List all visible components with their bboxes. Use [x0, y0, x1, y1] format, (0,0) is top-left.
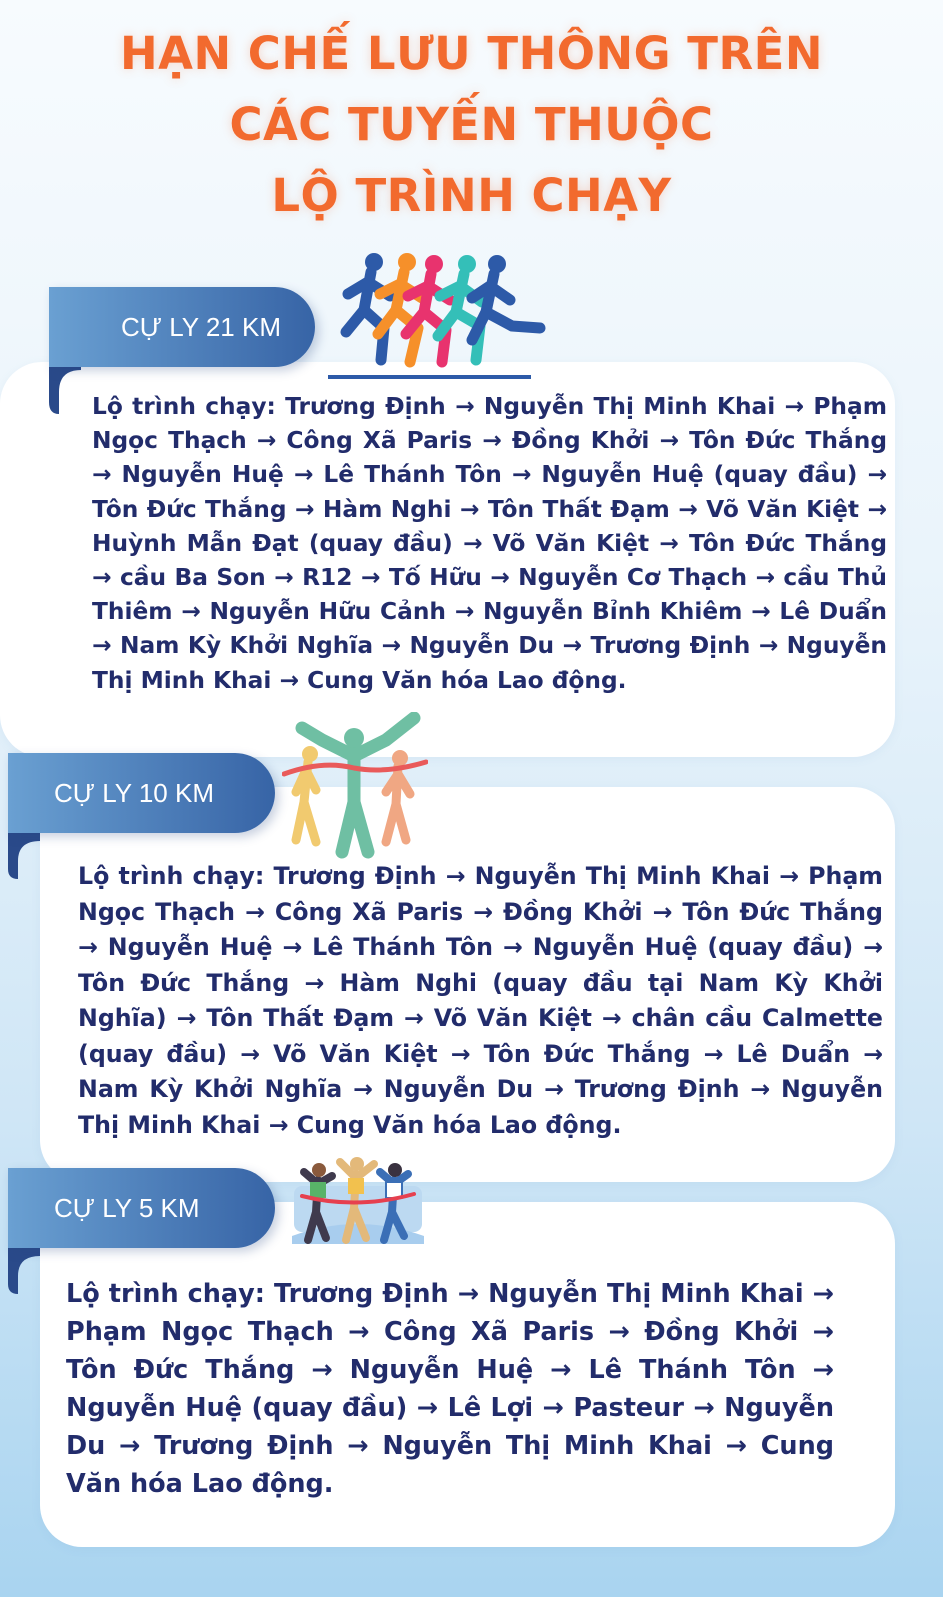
ribbon-fold: [8, 1248, 40, 1294]
route-text-5km: Lộ trình chạy: Trương Định → Nguyễn Thị Minh Khai → Phạm Ngọc Thạch → Công Xã Paris → Đồng Khởi → Tôn Đức Thắng → Nguyễn Huệ → Lê Thánh Tôn → Nguyễn Huệ (quay đầu) → Lê Lợi → Pasteur → Nguyễn Du → Trương Định → Nguyễn Thị Minh Khai → Cung Văn hóa Lao động.: [66, 1279, 834, 1500]
finish-line-race-icon: [282, 1142, 432, 1250]
finish-line-runners-icon: [282, 712, 428, 860]
title-line-3: LỘ TRÌNH CHẠY: [271, 169, 672, 222]
title-line-2: CÁC TUYẾN THUỘC: [229, 98, 714, 151]
runners-group-icon: [326, 250, 548, 382]
route-text-10km: Lộ trình chạy: Trương Định → Nguyễn Thị Minh Khai → Phạm Ngọc Thạch → Công Xã Paris → Đồng Khởi → Tôn Đức Thắng → Nguyễn Huệ → Lê Thánh Tôn → Nguyễn Huệ (quay đầu) → Tôn Đức Thắng → Hàm Nghi (quay đầu tại Nam Kỳ Khởi Nghĩa) → Tôn Thất Đạm → Võ Văn Kiệt → chân cầu Calmette (quay đầu) → Võ Văn Kiệt → Tôn Đức Thắng → Lê Duẩn → Nam Kỳ Khởi Nghĩa → Nguyễn Du → Trương Định → Nguyễn Thị Minh Khai → Cung Văn hóa Lao động.: [78, 862, 883, 1139]
route-text-21km: Lộ trình chạy: Trương Định → Nguyễn Thị Minh Khai → Phạm Ngọc Thạch → Công Xã Paris → Đồng Khởi → Tôn Đức Thắng → Nguyễn Huệ → Lê Thánh Tôn → Nguyễn Huệ (quay đầu) → Tôn Đức Thắng → Hàm Nghi → Tôn Thất Đạm → Võ Văn Kiệt → Huỳnh Mẫn Đạt (quay đầu) → Võ Văn Kiệt → Tôn Đức Thắng → cầu Ba Son → R12 → Tố Hữu → Nguyễn Cơ Thạch → cầu Thủ Thiêm → Nguyễn Hữu Cảnh → Nguyễn Bỉnh Khiêm → Lê Duẩn → Nam Kỳ Khởi Nghĩa → Nguyễn Du → Trương Định → Nguyễn Thị Minh Khai → Cung Văn hóa Lao động.: [92, 393, 887, 694]
distance-label-5km: CỰ LY 5 KM: [8, 1168, 275, 1248]
distance-label-21km: CỰ LY 21 KM: [49, 287, 315, 367]
ribbon-fold: [49, 362, 81, 414]
distance-label-10km: CỰ LY 10 KM: [8, 753, 275, 833]
ribbon-fold: [8, 833, 40, 879]
page-title: [0, 18, 943, 231]
title-line-1: HẠN CHẾ LƯU THÔNG TRÊN: [119, 27, 823, 80]
